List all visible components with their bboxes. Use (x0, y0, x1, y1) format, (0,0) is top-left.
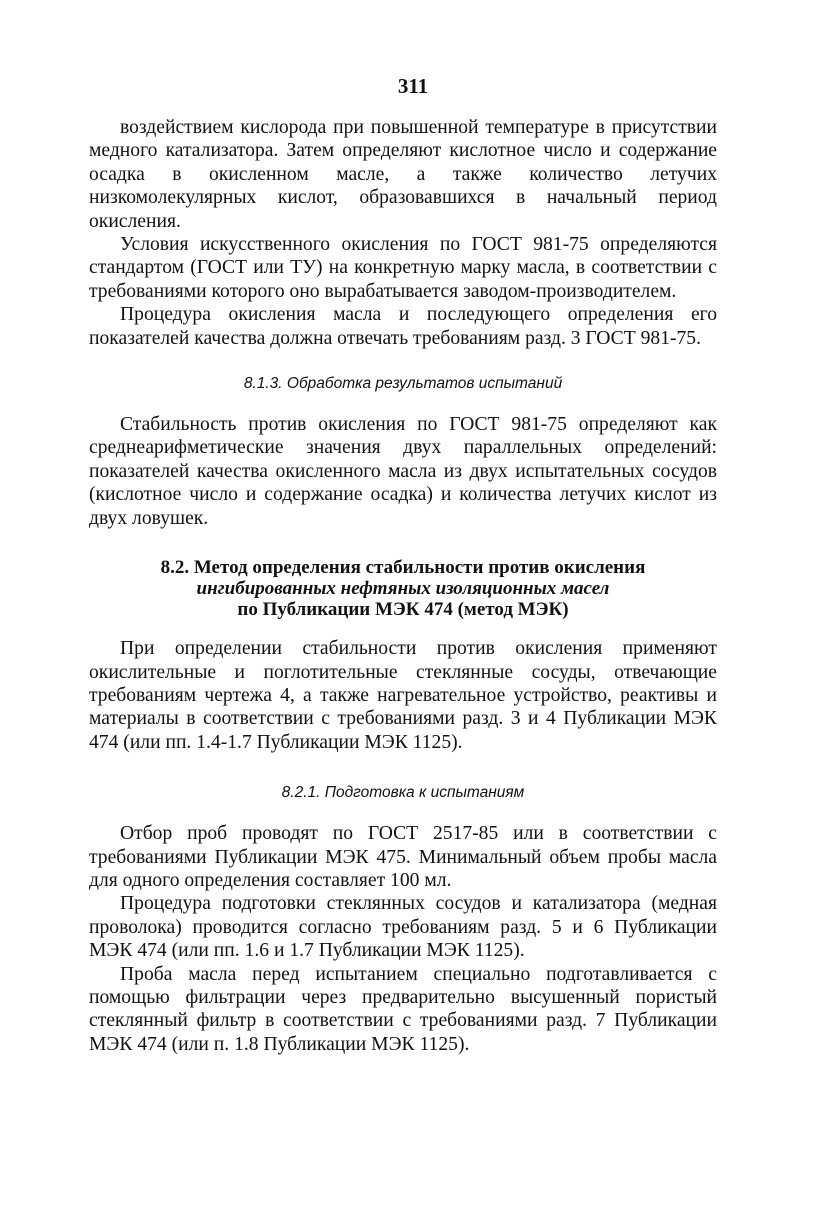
paragraph: Условия искусственного окисления по ГОСТ 981-75 определяются стандартом (ГОСТ или ТУ) на конкретную марку масла, в соответствии с требованиями которого оно вырабатывается заводом-производителем. (89, 234, 717, 302)
paragraph: Процедура подготовки стеклянных сосудов и катализатора (медная проволока) проводится согласно требованиям разд. 5 и 6 Публикации МЭК 474 (или пп. 1.6 и 1.7 Публикации МЭК 1125). (89, 893, 717, 962)
paragraph: Отбор проб проводят по ГОСТ 2517-85 или в соответствии с требованиями Публикации МЭК 475. Минимальный объем пробы масла для одного определения составляет 100 мл. (89, 823, 717, 891)
subsection-title-8-1-3: 8.1.3. Обработка результатов испытаний (243, 375, 563, 393)
paragraph: Процедура окисления масла и последующего определения его показателей качества должна отвечать требованиям разд. 3 ГОСТ 981-75. (89, 304, 717, 349)
paragraph: Стабильность против окисления по ГОСТ 981-75 определяют как среднеарифметические значения двух параллельных определений: показателей качества окисленного масла из двух испытательных сосудов (кислотное число и содержание осадка) и количества летучих кислот из двух ловушек. (89, 414, 717, 529)
subsection-title-8-2-1: 8.2.1. Подготовка к испытаниям (281, 784, 525, 802)
section-title-8-2 (89, 557, 717, 620)
section-title-line: 8.2. Метод определения стабильности против окисления (160, 557, 646, 579)
page-number: 311 (397, 74, 429, 98)
page-body (89, 116, 717, 1056)
section-title-line: по Публикации МЭК 474 (метод МЭК) (237, 599, 569, 621)
paragraph: При определении стабильности против окисления применяют окислительные и поглотительные стеклянные сосуды, отвечающие требованиям чертежа 4, а также нагревательное устройство, реактивы и материалы в соответствии с требованиями разд. 3 и 4 Публикации МЭК 474 (или пп. 1.4-1.7 Публикации МЭК 1125). (89, 638, 717, 753)
paragraph: воздействием кислорода при повышенной температуре в присутствии медного катализатора. Затем определяют кислотное число и содержание осадка в окисленном масле, а также количество летучих низкомолекулярных кислот, образовавшихся в начальный период окисления. (89, 117, 717, 232)
section-title-line: ингибированных нефтяных изоляционных масел (196, 578, 610, 600)
paragraph: Проба масла перед испытанием специально подготавливается с помощью фильтрации через предварительно высушенный пористый стеклянный фильтр в соответствии с требованиями разд. 7 Публикации МЭК 474 (или п. 1.8 Публикации МЭК 1125). (89, 963, 717, 1055)
